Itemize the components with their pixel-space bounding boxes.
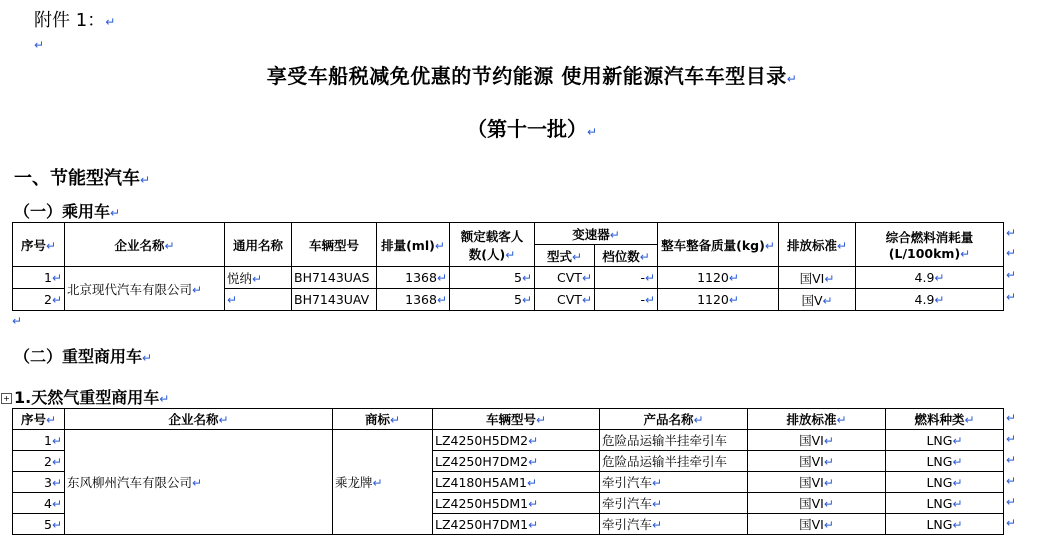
- cell-model: BH7143UAV: [292, 289, 377, 311]
- row-end-mark: ↵: [1006, 290, 1017, 304]
- table-move-handle-icon[interactable]: +: [1, 393, 12, 404]
- table-row: [13, 430, 1004, 451]
- cell-no: 4↵: [13, 493, 65, 514]
- row-end-mark: ↵: [1006, 411, 1017, 425]
- header-model: 车辆型号↵: [433, 409, 600, 430]
- cell-brand: 乘龙牌↵: [333, 430, 433, 535]
- header-gear-count: 档位数↵: [595, 245, 658, 267]
- cell-emission: 国VI↵: [748, 493, 886, 514]
- header-no: 序号↵: [13, 223, 65, 267]
- header-fuel-type: 燃料种类↵: [886, 409, 1004, 430]
- row-end-mark: ↵: [1006, 516, 1017, 530]
- section-heading-passenger-cars: （一）乘用车↵: [14, 202, 121, 221]
- header-fuel-consumption: 综合燃料消耗量 (L/100km)↵: [856, 223, 1004, 267]
- cell-model: LZ4250H5DM2↵: [433, 430, 600, 451]
- cell-gear-type: CVT↵: [535, 267, 595, 289]
- natural-gas-vehicle-table: [12, 408, 1004, 535]
- cell-common-name: ↵: [225, 289, 292, 311]
- cell-no: 5↵: [13, 514, 65, 535]
- cell-product: 牵引汽车↵: [600, 472, 748, 493]
- cell-fuel-type: LNG↵: [886, 472, 1004, 493]
- header-product: 产品名称↵: [600, 409, 748, 430]
- cell-model: LZ4250H7DM2↵: [433, 451, 600, 472]
- header-common-name: 通用名称: [225, 223, 292, 267]
- cell-displacement: 1368↵: [377, 267, 450, 289]
- cell-fuel: 4.9↵: [856, 267, 1004, 289]
- cell-emission: 国VI↵: [748, 472, 886, 493]
- header-no: 序号↵: [13, 409, 65, 430]
- header-company: 企业名称↵: [65, 409, 333, 430]
- cell-fuel-type: LNG↵: [886, 451, 1004, 472]
- header-brand: 商标↵: [333, 409, 433, 430]
- cell-emission: 国VI↵: [748, 430, 886, 451]
- cell-product: 牵引汽车↵: [600, 493, 748, 514]
- paragraph-mark: ↵: [12, 314, 23, 328]
- row-end-mark: ↵: [1006, 432, 1017, 446]
- row-end-mark: ↵: [1006, 246, 1017, 260]
- cell-displacement: 1368↵: [377, 289, 450, 311]
- cell-common-name: 悦纳↵: [225, 267, 292, 289]
- header-company: 企业名称↵: [65, 223, 225, 267]
- row-end-mark: ↵: [1006, 453, 1017, 467]
- cell-product: 危险品运输半挂牵引车: [600, 430, 748, 451]
- header-seats: 额定载客人 数(人)↵: [450, 223, 535, 267]
- section-heading-energy-saving: 一、节能型汽车↵: [14, 168, 151, 189]
- table-row: [13, 267, 1004, 289]
- cell-gear-type: CVT↵: [535, 289, 595, 311]
- cell-mass: 1120↵: [658, 289, 779, 311]
- cell-product: 危险品运输半挂牵引车: [600, 451, 748, 472]
- cell-no: 1↵: [13, 430, 65, 451]
- cell-emission: 国VI↵: [779, 267, 856, 289]
- row-end-mark: ↵: [1006, 495, 1017, 509]
- cell-no: 1↵: [13, 267, 65, 289]
- cell-product: 牵引汽车↵: [600, 514, 748, 535]
- attachment-label: 附件 1：↵: [34, 10, 116, 31]
- paragraph-mark: ↵: [34, 38, 45, 52]
- cell-gear-count: -↵: [595, 289, 658, 311]
- cell-fuel-type: LNG↵: [886, 514, 1004, 535]
- cell-fuel-type: LNG↵: [886, 430, 1004, 451]
- cell-emission: 国VI↵: [748, 451, 886, 472]
- row-end-mark: ↵: [1006, 268, 1017, 282]
- header-model: 车辆型号: [292, 223, 377, 267]
- cell-no: 2↵: [13, 289, 65, 311]
- header-displacement: 排量(ml)↵: [377, 223, 450, 267]
- header-gearbox: 变速器↵: [535, 223, 658, 245]
- cell-gear-count: -↵: [595, 267, 658, 289]
- row-end-mark: ↵: [1006, 226, 1017, 240]
- row-end-mark: ↵: [1006, 474, 1017, 488]
- cell-model: LZ4180H5AM1↵: [433, 472, 600, 493]
- section-heading-natural-gas: 1.天然气重型商用车↵: [14, 388, 170, 407]
- cell-company: 东风柳州汽车有限公司↵: [65, 430, 333, 535]
- cell-emission: 国V↵: [779, 289, 856, 311]
- cell-emission: 国VI↵: [748, 514, 886, 535]
- document-title: 享受车船税减免优惠的节约能源 使用新能源汽车车型目录↵: [266, 64, 798, 88]
- cell-company: 北京现代汽车有限公司↵: [65, 267, 225, 311]
- header-emission: 排放标准↵: [748, 409, 886, 430]
- header-gear-type: 型式↵: [535, 245, 595, 267]
- cell-fuel: 4.9↵: [856, 289, 1004, 311]
- cell-model: BH7143UAS: [292, 267, 377, 289]
- cell-no: 2↵: [13, 451, 65, 472]
- cell-seats: 5↵: [450, 267, 535, 289]
- cell-fuel-type: LNG↵: [886, 493, 1004, 514]
- cell-mass: 1120↵: [658, 267, 779, 289]
- header-mass: 整车整备质量(kg)↵: [658, 223, 779, 267]
- header-emission: 排放标准↵: [779, 223, 856, 267]
- section-heading-heavy-commercial: （二）重型商用车↵: [14, 347, 153, 366]
- passenger-car-table: [12, 222, 1004, 311]
- cell-model: LZ4250H7DM1↵: [433, 514, 600, 535]
- cell-model: LZ4250H5DM1↵: [433, 493, 600, 514]
- cell-seats: 5↵: [450, 289, 535, 311]
- document-subtitle: （第十一批）↵: [466, 117, 598, 141]
- cell-no: 3↵: [13, 472, 65, 493]
